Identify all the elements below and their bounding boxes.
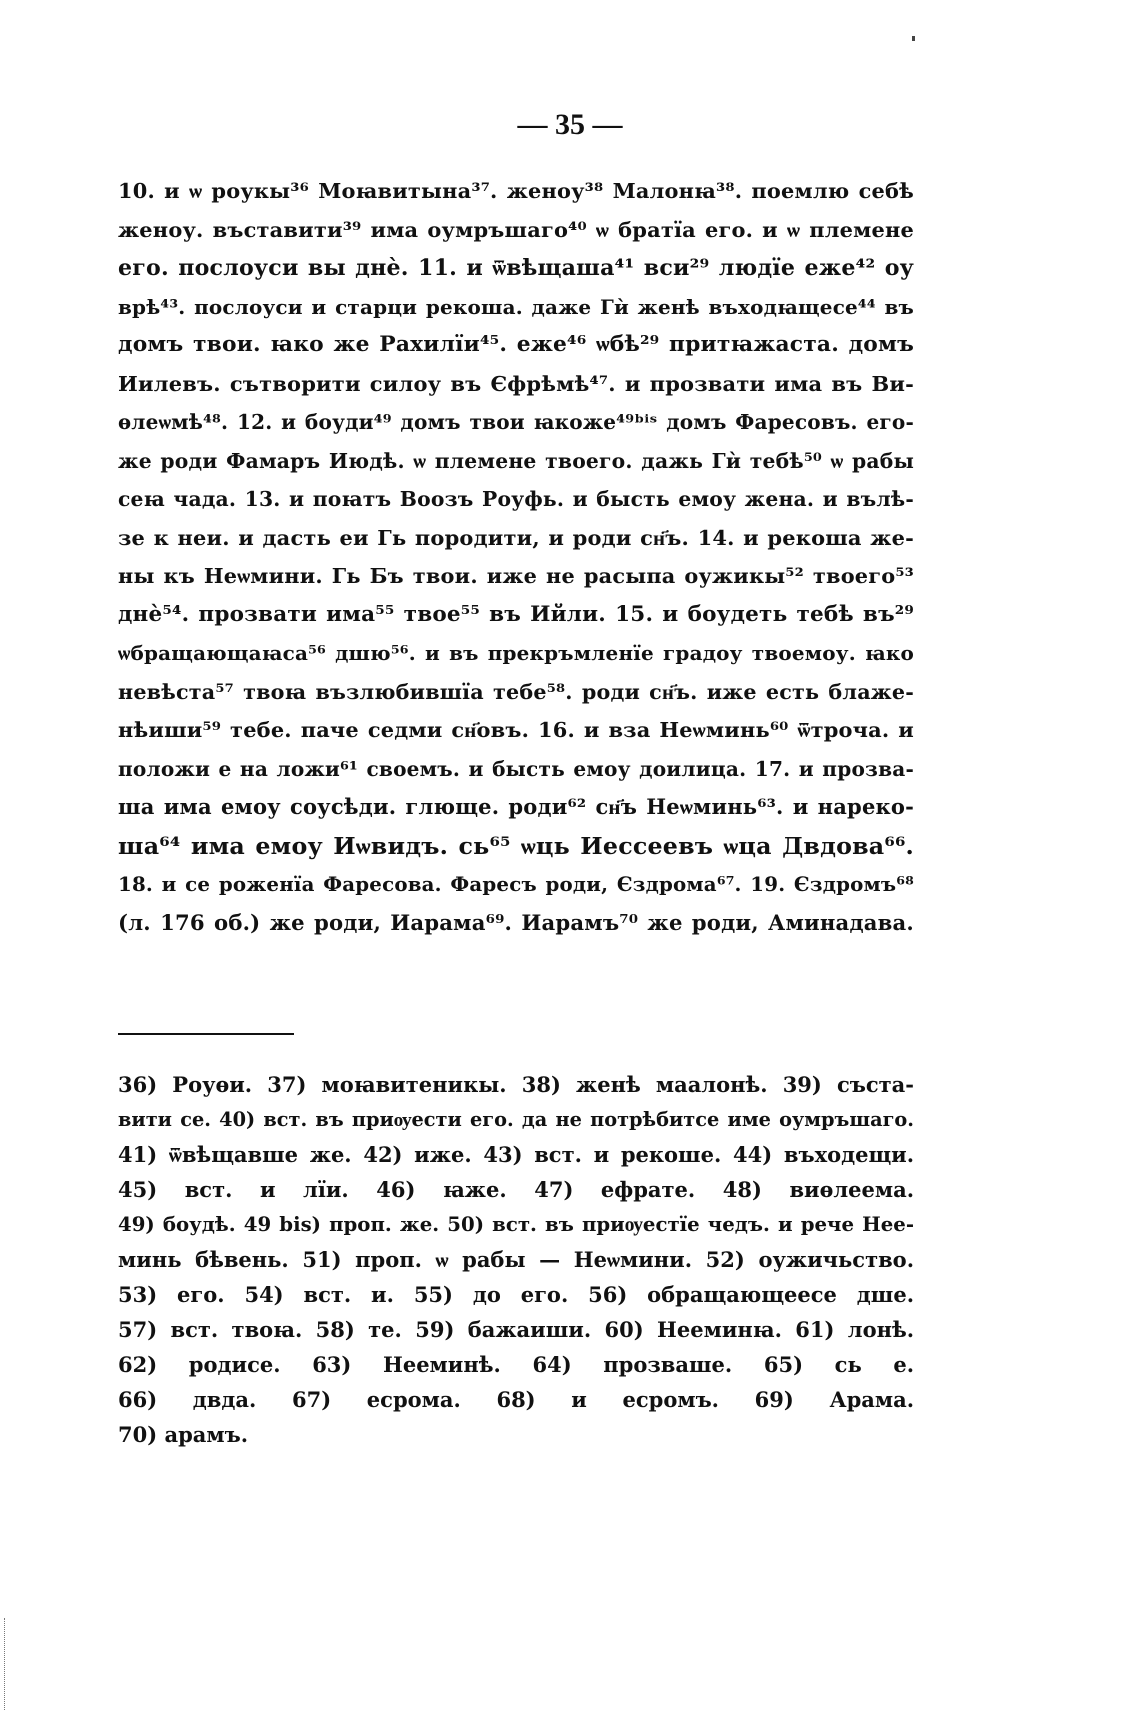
footnote-row [118,1207,914,1242]
footnote: 56) обращающеесе дше. [588,1282,915,1307]
footnote: 43) вст. и рекоше. [483,1142,722,1167]
footnote: вити се. [118,1108,211,1131]
text-line: нѣиши⁵⁹ тебе. паче седми сн҃овъ. 16. и вза Неѡминь⁶⁰ ѿтроча. и [118,717,914,742]
text-line: ѳлеѡмѣ⁴⁸. 12. и боуди⁴⁹ домъ твои ꙗкоже⁴⁹ᵇⁱˢ домъ Фаресовъ. его- [118,410,914,434]
footnote: 39) съста- [782,1072,914,1097]
footnote: 68) и есромъ. [496,1387,719,1412]
text-line: женоу. въставити³⁹ има оумръшаго⁴⁰ ѡ братїа его. и ѡ племене [118,216,914,242]
footnote: 49 bis) проп. же. [243,1212,440,1236]
footnote-row [118,1382,914,1417]
text-line: же роди Фамаръ Июдѣ. ѡ племене твоего. дажь Гѝ тебѣ⁵⁰ ѡ рабы [118,448,914,473]
text-line: (л. 176 об.) же роди, Иарама⁶⁹. Иарамъ⁷⁰ же роди, Аминадава. [118,909,914,935]
footnote-row [118,1417,914,1452]
footnotes-block [118,1067,914,1452]
footnote: 51) проп. ѡ рабы — Неѡмини. [302,1247,693,1272]
footnote: 70) арамъ. [118,1422,249,1447]
text-line: домъ твои. ꙗко же Рахилїи⁴⁵. еже⁴⁶ ѡбѣ²⁹ притꙗжаста. домъ [118,332,914,357]
footnote: 57) вст. твоꙗ. [118,1317,303,1342]
main-text-block [118,172,914,942]
footnote-row [118,1067,914,1102]
text-line: невѣста⁵⁷ твоꙗ възлюбившїа тебе⁵⁸. роди сн҃ъ. иже есть блаже- [118,679,914,704]
text-line: ны къ Неѡмини. Гь Бъ твои. иже не расыпа оужикы⁵² твоего⁵³ [118,563,914,588]
footnote: 40) вст. въ приѹести его. да не потрѣбитсе име оумръшаго. [219,1108,915,1131]
text-line: 10. и ѡ роукы³⁶ Моꙗвитына³⁷. женоу³⁸ Малонꙗ³⁸. поемлю себѣ [118,178,914,203]
footnote: 69) Арама. [754,1387,915,1412]
footnote: 37) моꙗвитеникы. [267,1072,507,1097]
footnote: 63) Нееминѣ. [312,1352,501,1377]
footnote: 61) лонѣ. [795,1317,915,1342]
footnote: 58) те. [315,1317,402,1342]
footnote: 62) родисе. [118,1352,281,1377]
footnote-row [118,1347,914,1382]
footnote: 59) бажаиши. [415,1317,592,1342]
text-line: зе к неи. и дасть еи Гь породити, и роди сн҃ъ. 14. и рекоша же- [118,524,914,550]
footnote-row [118,1102,914,1137]
footnote: 54) вст. и. [244,1282,394,1307]
page-number: — 35 — [517,108,623,141]
text-line: его. послоуси вы днѐ. 11. и ѿвѣщаша⁴¹ вси²⁹ людїе еже⁴² оу [118,255,914,281]
footnote: 66) двда. [118,1387,257,1412]
footnote-row [118,1172,914,1207]
text-line: ѡбращающаꙗса⁵⁶ дшю⁵⁶. и въ прекръмленїе градоу твоемоу. ꙗко [118,641,914,665]
footnote: 53) его. [118,1282,225,1307]
footnote: 60) Нееминꙗ. [604,1317,782,1342]
footnote: 47) ефрате. [534,1177,696,1202]
footnote: минь бѣвень. [118,1247,289,1272]
text-line: врѣ⁴³. послоуси и старци рекоша. даже Гѝ женѣ въходꙗщесе⁴⁴ въ [118,294,914,319]
text-line: ша има емоу соусѣди. глюще. роди⁶² сн҃ъ Неѡминь⁶³. и нареко- [118,794,914,819]
text-line: положи е на ложи⁶¹ своемъ. и бысть емоу доилица. 17. и прозва- [118,756,914,781]
footnote-row [118,1312,914,1347]
footnote-row [118,1137,914,1172]
footnote: 49) боудѣ. [118,1212,236,1236]
footnote: 42) иже. [363,1142,472,1167]
text-line: днѐ⁵⁴. прозвати има⁵⁵ твое⁵⁵ въ Ийли. 15. и боудеть тебѣ въ²⁹ [118,601,914,627]
footnote-row [118,1277,914,1312]
text-line: 18. и се роженїа Фаресова. Фаресъ роди, Єздрома⁶⁷. 19. Єздромъ⁶⁸ [118,872,914,896]
footnote: 36) Роуѳи. [118,1072,253,1097]
scan-speck [912,36,915,41]
footnote: 64) прозваше. [532,1352,733,1377]
text-line: Иилевъ. сътворити силоу въ Єфрѣмѣ⁴⁷. и прозвати има въ Ви- [118,370,914,396]
footnote: 46) ꙗже. [376,1177,507,1202]
footnote: 44) въходещи. [733,1142,915,1167]
footnote: 41) ѿвѣщавше же. [118,1142,352,1167]
text-line: ша⁶⁴ има емоу Иѡвидъ. сь⁶⁵ ѡць Иессеевъ ѡца Двдова⁶⁶. [118,831,914,860]
footnote: 48) виѳлеема. [722,1177,915,1202]
footnote: 45) вст. и лїи. [118,1177,349,1202]
footnote: 50) вст. въ приѹестїе чедъ. и рече Нее- [447,1212,914,1236]
footnote: 65) сь е. [763,1352,915,1377]
footnote-row [118,1242,914,1277]
footnote: 55) до его. [413,1282,569,1307]
scan-margin-mark [4,1618,7,1710]
footnote-separator-rule [118,1033,294,1035]
text-line: сеꙗ чада. 13. и поꙗтъ Воозъ Роуфь. и бысть емоу жена. и вълѣ- [118,487,914,511]
footnote: 38) женѣ маалонѣ. [521,1072,768,1097]
footnote: 52) оужичьство. [705,1247,915,1272]
footnote: 67) есрома. [291,1387,461,1412]
